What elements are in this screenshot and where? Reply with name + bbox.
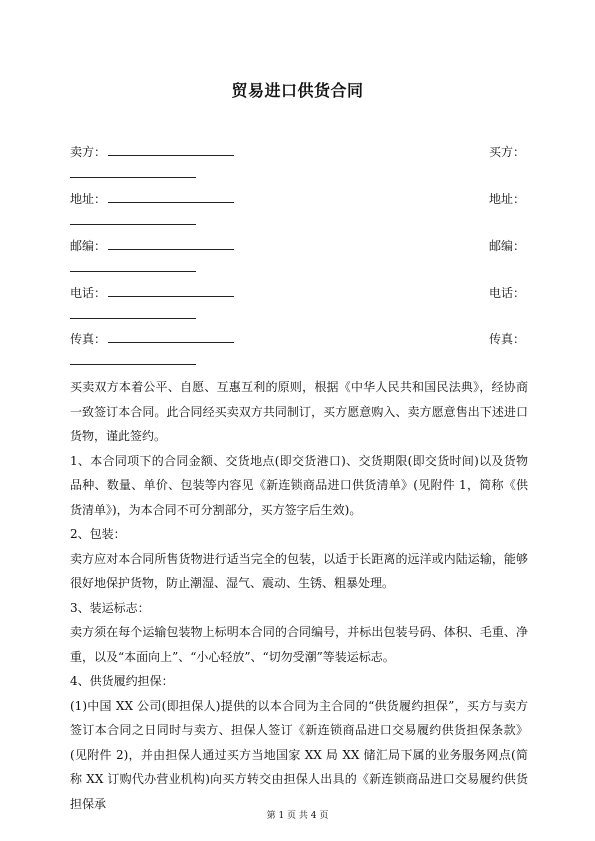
page-number-footer: 第 1 页 共 4 页 [266,811,329,821]
fill-in-line [70,364,196,365]
party-right-label: 买方： [488,145,525,159]
clause-4-paragraph: (1)中国 XX 公司(即担保人)提供的以本合同为主合同的“供货履约担保”，买方与卖方签订本合同之日同时与卖方、担保人签订《新连锁商品进口交易履约供货担保条款》(见附件 2)，并由担保人通过买方当地国家 XX 局 XX 储汇局下属的业务服务网点(简称 XX 订购代办营业机构)向买方转交由担保人出具的《新连锁商品进口交易履约供货担保承 [70,698,528,811]
clause-1-paragraph: 1、本合同项下的合同金额、交货地点(即交货港口)、交货期限(即交货时间)以及货物品种、数量、单价、包装等内容见《新连锁商品进口供货清单》(见附件 1，简称《供货清单》)，为本合同不可分割部分，买方签字后生效)。 [70,453,528,517]
fill-in-line [108,284,234,297]
fill-in-line [108,237,234,250]
document-title: 贸易进口供货合同 [231,81,364,100]
party-right-label: 地址： [488,192,525,206]
fill-in-line [108,143,234,156]
fill-in-line [70,224,196,225]
party-left [70,284,234,302]
party-row-address [70,190,525,208]
clause-3-heading: 3、装运标志： [70,600,150,615]
party-right-label: 邮编： [488,239,525,253]
intro-paragraph: 买卖双方本着公平、自愿、互惠互利的原则，根据《中华人民共和国民法典》，经协商一致签订本合同。此合同经买卖双方共同制订，买方愿意购入、卖方愿意售出下述进口货物，谨此签约。 [70,380,528,443]
party-right-label: 传真： [488,332,525,346]
party-left [70,237,234,255]
party-row-fax [70,330,525,348]
party-left-label: 地址： [70,192,107,206]
contract-body [70,375,528,816]
clause-3-paragraph: 卖方须在每个运输包装物上标明本合同的合同编号，并标出包装号码、体积、毛重、净重，以及“本面向上”、“小心轻放”、“切勿受潮”等装运标志。 [70,625,528,664]
party-left-label: 传真： [70,332,107,346]
party-row-seller [70,143,525,161]
fill-in-line [108,330,234,343]
party-row-postcode [70,237,525,255]
fill-in-line [70,318,196,319]
party-right-label: 电话： [488,286,525,300]
party-left-label: 邮编： [70,239,107,253]
clause-4-heading: 4、供货履约担保： [70,674,174,688]
fill-in-line [70,271,196,272]
party-left [70,190,234,208]
clause-2-heading: 2、包装： [70,527,126,541]
fill-in-line [108,190,234,203]
party-left [70,330,234,348]
party-row-phone [70,284,525,302]
party-left [70,143,234,161]
party-left-label: 电话： [70,286,107,300]
clause-2-paragraph: 卖方应对本合同所售货物进行适当完全的包装，以适于长距离的远洋或内陆运输，能够很好地保护货物，防止潮湿、湿气、震动、生锈、粗暴处理。 [70,551,528,590]
party-left-label: 卖方： [70,145,107,159]
fill-in-line [70,177,196,178]
